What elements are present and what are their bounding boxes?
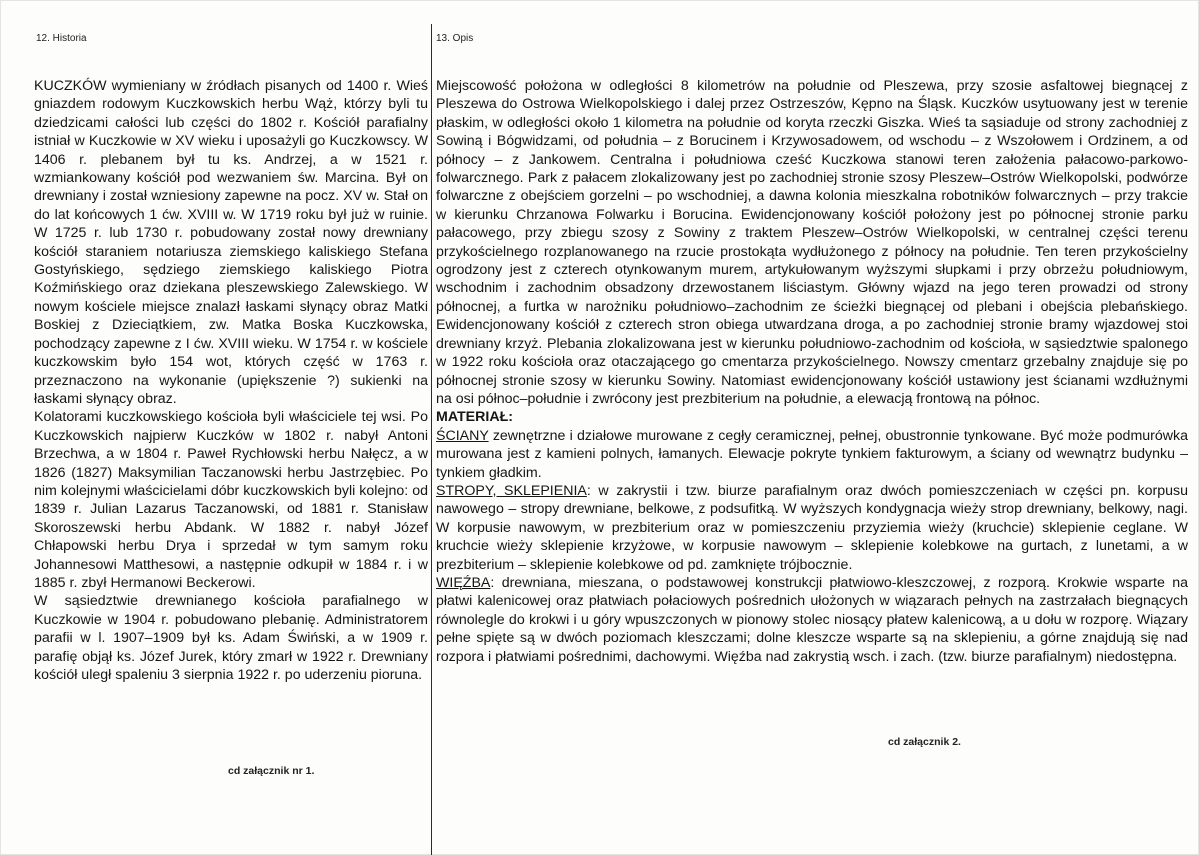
ceilings-text: : w zakrystii i tzw. biurze parafialnym oraz dwóch pomieszczeniach w części pn. korpusu nawowego – stropy drewniane, belkowe, z podsufitką. W wyższych kondygnacja wieży strop drewniany, belkowy, nagi. W korpusie nawowym, w prezbiterium oraz w pomieszczeniu przyziemia wieży (kruchcie) sklepienie ceglane. W kruchcie wieży sklepienie krzyżowe, w korpusie nawowym – sklepienie kolebkowe na gurtach, z lunetami, a w prezbiterium – sklepienie kolebkowe od pd. zamknięte trójbocznie. [436,482,1189,573]
roof-truss-text: : drewniana, mieszana, o podstawowej konstrukcji płatwiowo-kleszczowej, z rozporą. Krokwie wsparte na płatwi kalenicowej oraz płatwiach połaciowych pośrednich ułożonych w wiązarach pełnych na zastrzałach biegnących równolegle do krokwi i u góry wpuszczonych w pionowy stolec niosący płatew kalenicową, a u dołu w rozporę. Wiązary pełne spięte są w dwóch poziomach kleszczami; dolne kleszcze wsparte są na sklepieniu, a górne znajdują się nad rozpora i płatwiami pośrednimi, dachowymi. Więźba nad zakrystią wsch. i zach. (tzw. biurze parafialnym) niedostępna. [436,574,1188,665]
history-column [34,77,428,684]
roof-truss-label: WIĘŹBA [436,574,491,591]
material-section-ceilings [436,482,1188,574]
description-column [436,77,1188,666]
material-section-walls [436,427,1188,482]
description-intro: Miejscowość położona w odległości 8 kilometrów na południe od Pleszewa, przy szosie asfaltowej biegnącej z Pleszewa do Ostrowa Wielkopolskiego i dalej przez Ostrzeszów, Kępno na Śląsk. Kuczków usytuowany jest w terenie płaskim, w odległości około 1 kilometra na południe od koryta rzeczki Giszka. Wieś ta sąsiaduje od strony zachodniej z Sowiną i Bógwidzami, od południa – z Borucinem i Krzywosadowem, od wschodu – z Wszołowem i Ordzinem, a od północy – z Jankowem. Centralna i południowa cześć Kuczkowa stanowi teren założenia pałacowo-parkowo-folwarcznego. Park z pałacem zlokalizowany jest po zachodniej stronie szosy Pleszew–Ostrów Wielkopolski, podwórze folwarczne z obejściem gorzelni – po wschodniej, a dawna kolonia mieszkalna robotników folwarcznych – przy trakcie w kierunku Chrzanowa Folwarku i Borucina. Ewidencjonowany kościół położony jest po północnej stronie parku pałacowego, przy zbiegu szosy z Sowiny z traktem Pleszew–Ostrów Wielkopolski, w centralnej części terenu przykościelnego rozplanowanego na rzucie prostokąta wydłużonego z północy na południe. Ten teren przykościelny ogrodzony jest z czterech otynkowanym murem, artykułowanym wyższymi słupkami i przy obrzeżu południowym, wschodnim i zachodnim obsadzony drzewostanem liściastym. Główny wjazd na jego teren prowadzi od strony północnej, a furtka w narożniku południowo–zachodnim ze ścieżki biegnącej od plebani i obejścia plebańskiego. Ewidencjonowany kościół z czterech stron obiega utwardzana droga, a po zachodniej stronie bramy wjazdowej stoi drewniany krzyż. Plebania zlokalizowana jest w kierunku południowo-zachodnim od kościoła, w sąsiedztwie spalonego w 1922 roku kościoła oraz otaczającego go cmentarza przykościelnego. Nowszy cmentarz grzebalny znajduje się po północnej stronie szosy w kierunku Sowiny. Natomiast ewidencjonowany kościół ustawiony jest ścianami wzdłużnymi na osi północ–południe i zwrócony jest prezbiterium na południe, a elewacją frontową na północ. [436,78,1188,407]
walls-text: zewnętrzne i działowe murowane z cegły ceramicznej, pełnej, obustronnie tynkowane. Być może podmurówka murowana jest z kamieni polnych, łamanych. Elewacje pokryte tynkiem fakturowym, a ściany od wewnątrz budynku – tynkiem gładkim. [436,427,1188,481]
history-paragraph-1: KUCZKÓW wymieniany w źródłach pisanych od 1400 r. Wieś gniazdem rodowym Kuczkowskich herbu Wąż, którzy byli tu dziedzicami całości lub części do 1802 r. Kościół parafialny istniał w Kuczkowie w XV wieku i uposażyli go Kuczkowscy. W 1406 r. plebanem był tu ks. Andrzej, a w 1521 r. wzmiankowany kościół pod wezwaniem św. Marcina. Był on drewniany i został wzniesiony zapewne na pocz. XV w. Stał on do lat końcowych 1 ćw. XVIII w. W 1719 roku był już w ruinie. W 1725 r. lub 1730 r. pobudowany został nowy drewniany kościół staraniem notariusza ziemskiego kaliskiego Stefana Gostyńskiego, sędziego ziemskiego kaliskiego Piotra Koźmińskiego oraz dziekana pleszewskiego Zalewskiego. W nowym kościele miejsce znalazł łaskami słynący obraz Matki Boskiej z Dzieciątkiem, zw. Matka Boska Kuczkowska, pochodzący zapewne z I ćw. XVIII wieku. W 1754 r. w kościele kuczkowskim było 154 wot, których część w 1763 r. przeznaczono na wykonanie (upiększenie ?) sukienki na łaskami słynący obraz. [34,78,428,407]
walls-label: ŚCIANY [436,427,489,444]
ceilings-label: STROPY, SKLEPIENIA [436,482,587,499]
history-attachment-reference: cd załącznik nr 1. [228,765,315,777]
section-heading-description: 13. Opis [436,33,474,44]
section-heading-history: 12. Historia [36,33,87,44]
material-section-roof-truss [436,574,1188,666]
material-heading: MATERIAŁ: [436,409,513,426]
history-paragraph-2: Kolatorami kuczkowskiego kościoła byli właściciele tej wsi. Po Kuczkowskich najpierw Kuczków w 1802 r. nabył Antoni Brzechwa, a w 1804 r. Paweł Rychłowski herbu Nałęcz, a w 1826 (1827) Maksymilian Taczanowski herbu Jastrzębiec. Po nim kolejnymi właścicielami dóbr kuczkowskich byli kolejno: od 1839 r. Julian Lazarus Taczanowski, od 1881 r. Stanisław Skoroszewski herbu Abdank. W 1882 r. nabył Józef Chłapowski herbu Drya i sprzedał w tym samym roku Johannesowi Matthesowi, a następnie odkupił w 1884 r. i w 1885 r. zbył Hermanowi Beckerowi. [34,409,428,591]
history-paragraph-3: W sąsiedztwie drewnianego kościoła parafialnego w Kuczkowie w 1904 r. pobudowano plebanię. Administratorem parafii w l. 1907–1909 był ks. Adam Świński, a w 1909 r. parafię objął ks. Józef Jurek, który zmarł w 1922 r. Drewniany kościół uległ spaleniu 3 sierpnia 1922 r. po uderzeniu pioruna. [34,593,428,683]
description-attachment-reference: cd załącznik 2. [888,736,961,748]
column-divider [431,24,432,855]
